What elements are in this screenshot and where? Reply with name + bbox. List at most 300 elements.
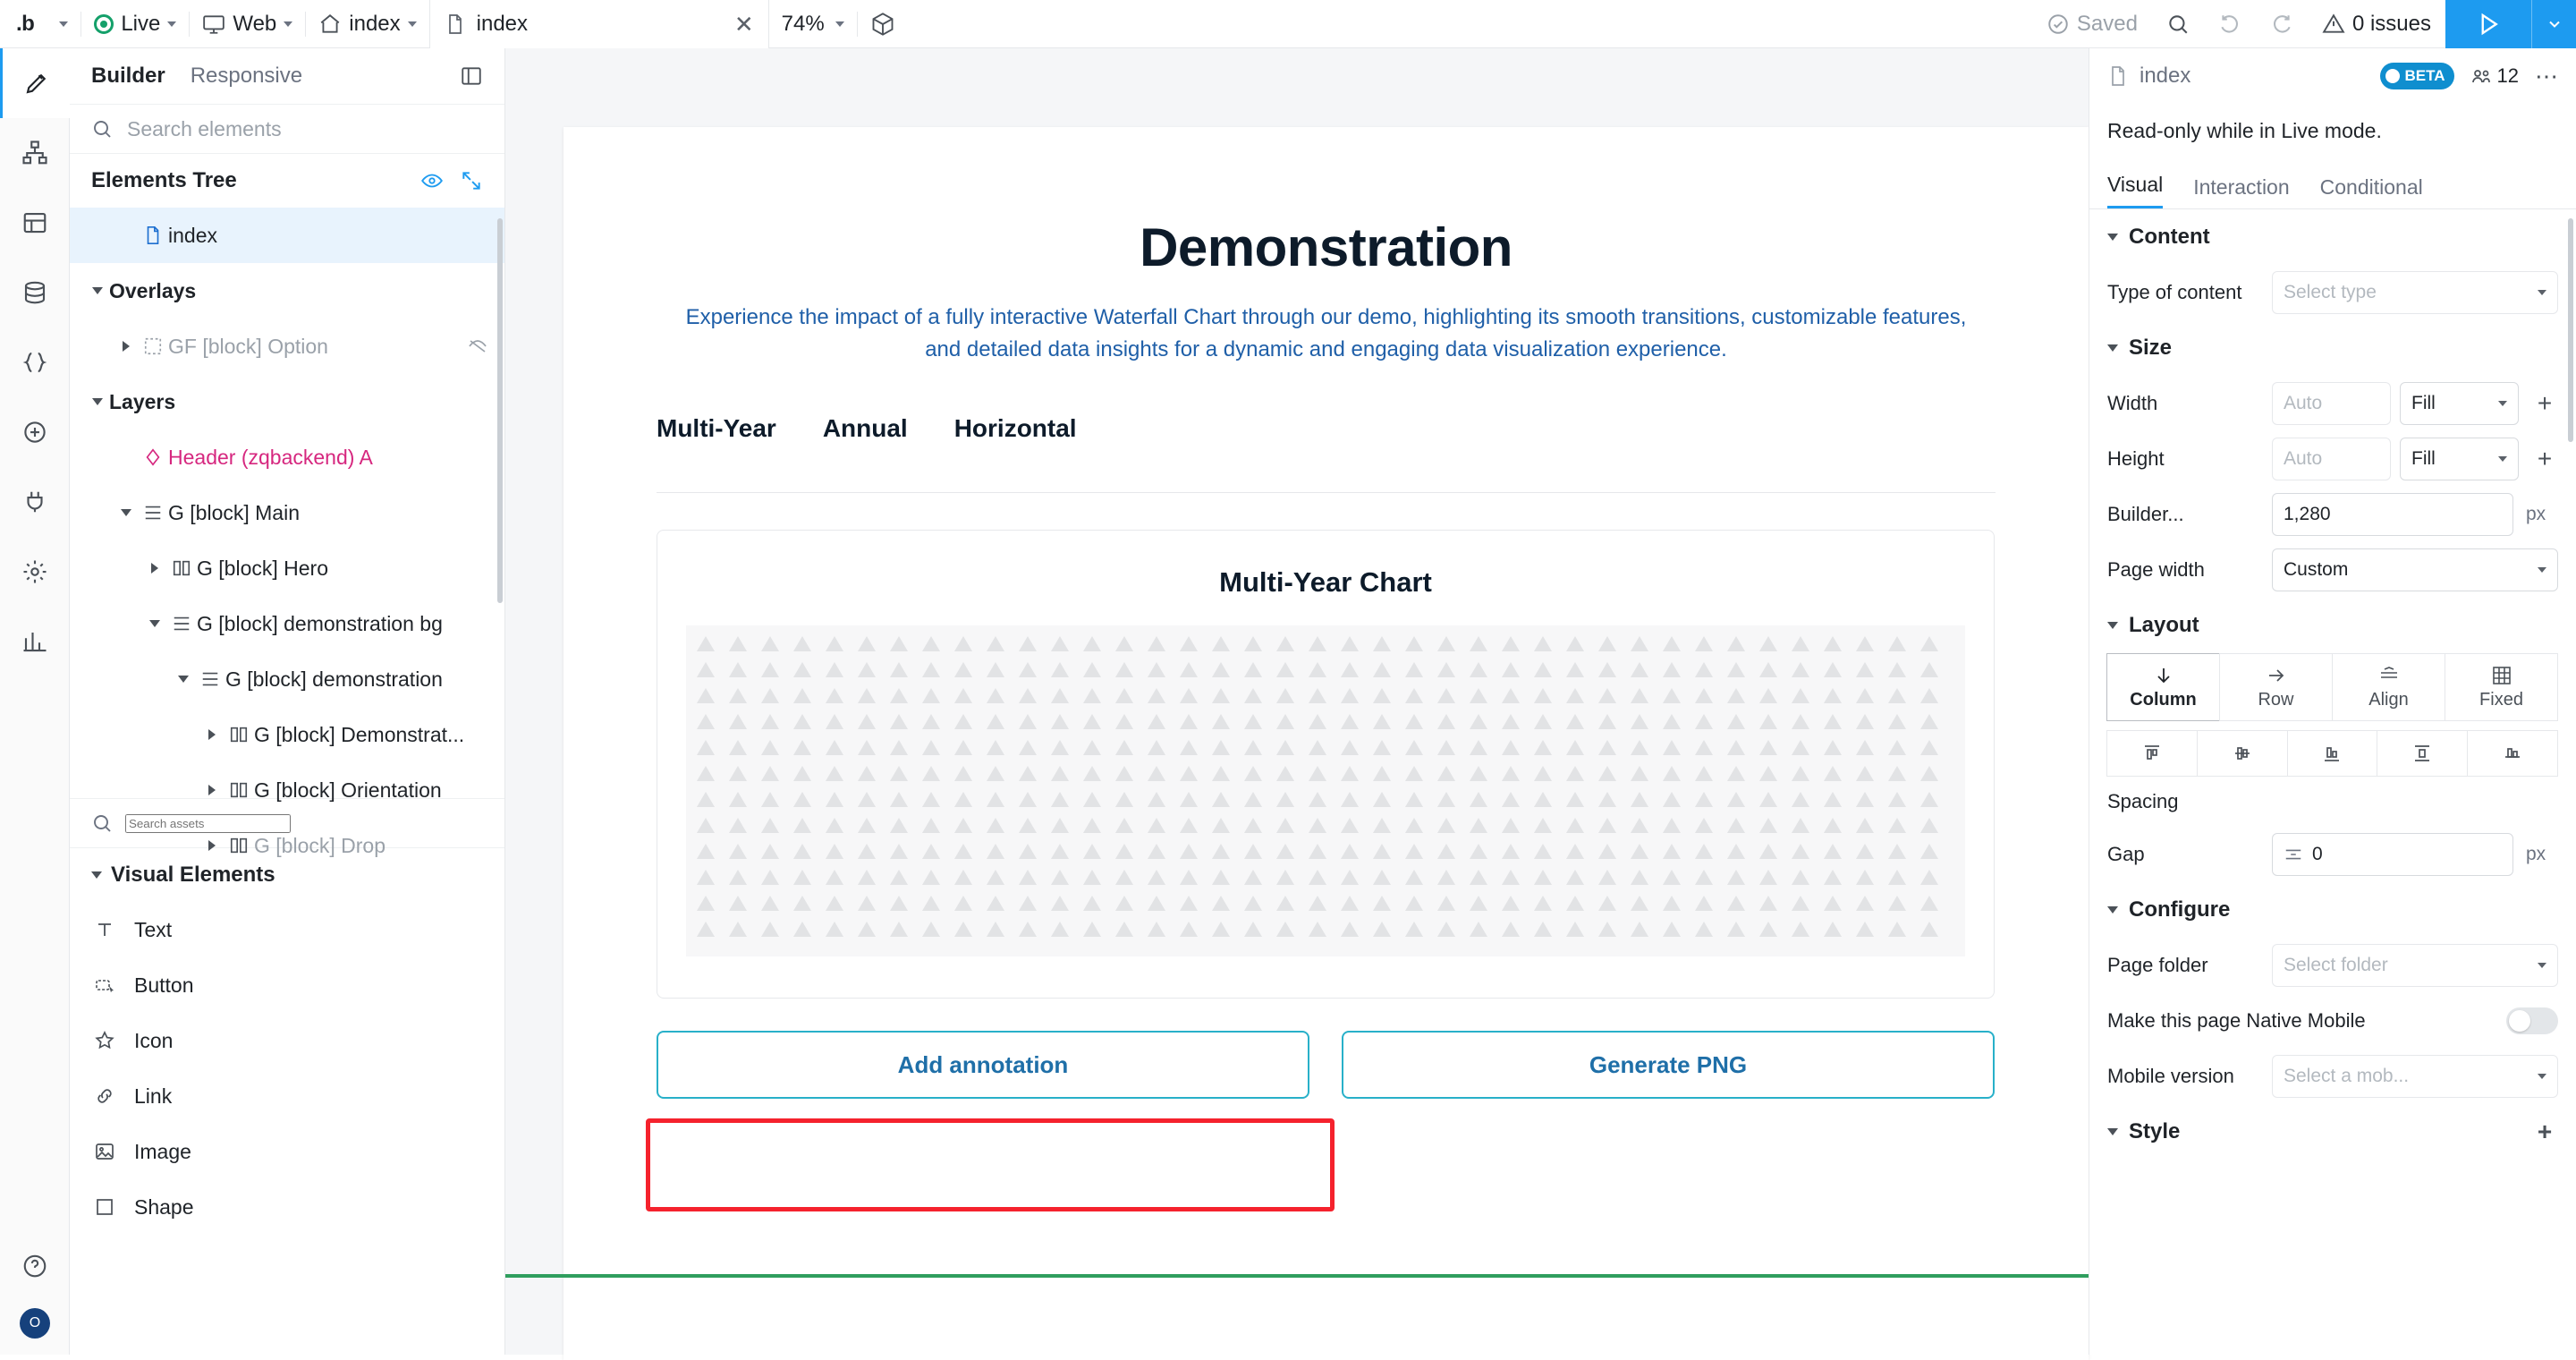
- triangle-placeholder-icon: [1817, 838, 1849, 864]
- triangle-placeholder-icon: [1591, 709, 1623, 735]
- triangle-placeholder-icon: [1430, 631, 1462, 657]
- preview-options-button[interactable]: [2531, 0, 2576, 48]
- page-width-value: Custom: [2284, 559, 2349, 580]
- triangle-placeholder-icon: [979, 709, 1012, 735]
- home-page-selector[interactable]: [306, 0, 428, 48]
- tab-annual[interactable]: Annual: [822, 414, 908, 442]
- triangle-placeholder-icon: [1656, 890, 1688, 916]
- triangle-placeholder-icon: [1688, 657, 1720, 683]
- row-width: [2089, 376, 2576, 431]
- redo-icon: [2270, 13, 2293, 36]
- triangle-placeholder-icon: [818, 709, 851, 735]
- triangle-placeholder-icon: [1301, 786, 1334, 812]
- elements-tree[interactable]: [70, 208, 504, 857]
- page-width-select[interactable]: [2272, 548, 2558, 591]
- chevron-right-icon[interactable]: [200, 840, 224, 851]
- triangle-placeholder-icon: [883, 657, 915, 683]
- zoom-selector[interactable]: [769, 12, 857, 37]
- triangle-placeholder-icon: [947, 838, 979, 864]
- native-mobile-toggle[interactable]: [2506, 1007, 2558, 1034]
- triangle-placeholder-icon: [1140, 709, 1173, 735]
- triangle-placeholder-icon: [1881, 631, 1913, 657]
- triangle-placeholder-icon: [1398, 631, 1430, 657]
- triangle-placeholder-icon: [1366, 709, 1398, 735]
- triangle-placeholder-icon: [1173, 761, 1205, 786]
- help-button[interactable]: [0, 1231, 70, 1301]
- chevron-right-icon[interactable]: [143, 563, 166, 574]
- triangle-placeholder-icon: [1398, 786, 1430, 812]
- triangle-placeholder-icon: [722, 683, 754, 709]
- triangle-placeholder-icon: [1269, 709, 1301, 735]
- align-stretch-icon[interactable]: [2377, 730, 2468, 777]
- canvas-area[interactable]: [505, 48, 2089, 1355]
- triangle-placeholder-icon: [1237, 631, 1269, 657]
- triangle-placeholder-icon: [690, 631, 722, 657]
- add-annotation-button[interactable]: Add annotation: [657, 1031, 1309, 1099]
- triangle-placeholder-icon: [1012, 864, 1044, 890]
- tab-multi-year[interactable]: Multi-Year: [657, 414, 776, 442]
- triangle-placeholder-icon: [1334, 761, 1366, 786]
- triangle-placeholder-icon: [1269, 761, 1301, 786]
- chevron-down-icon[interactable]: [143, 620, 166, 627]
- triangle-placeholder-icon: [1559, 812, 1591, 838]
- triangle-placeholder-icon: [786, 890, 818, 916]
- triangle-placeholder-icon: [1752, 864, 1784, 890]
- triangle-placeholder-icon: [1398, 657, 1430, 683]
- group-dashed-icon: [138, 336, 168, 356]
- gap-label: Gap: [2107, 843, 2145, 865]
- rail-item-plugins[interactable]: [0, 467, 70, 537]
- rail-item-sitemap[interactable]: [0, 118, 70, 188]
- align-middle-icon[interactable]: [2197, 730, 2288, 777]
- triangle-placeholder-icon: [1012, 890, 1044, 916]
- triangle-placeholder-icon: [1495, 709, 1527, 735]
- app-logo[interactable]: .b: [16, 11, 35, 36]
- triangle-placeholder-icon: [1495, 864, 1527, 890]
- text-icon: [91, 919, 118, 940]
- triangle-placeholder-icon: [1076, 683, 1108, 709]
- builder-width-input[interactable]: [2272, 493, 2513, 536]
- triangle-placeholder-icon: [1462, 683, 1495, 709]
- tab-visual[interactable]: Visual: [2107, 173, 2163, 208]
- section-size-header[interactable]: [2089, 320, 2576, 376]
- triangle-placeholder-icon: [1140, 864, 1173, 890]
- row-page-width: [2089, 542, 2576, 598]
- triangle-placeholder-icon: [851, 683, 883, 709]
- triangle-placeholder-icon: [1044, 631, 1076, 657]
- triangle-placeholder-icon: [1591, 683, 1623, 709]
- triangle-placeholder-icon: [1044, 916, 1076, 942]
- triangle-placeholder-icon: [690, 864, 722, 890]
- section-layout-title: Layout: [2129, 613, 2199, 637]
- rail-item-settings[interactable]: [0, 537, 70, 607]
- triangle-placeholder-icon: [1334, 812, 1366, 838]
- visual-element-link[interactable]: [70, 1068, 504, 1124]
- chevron-right-icon[interactable]: [114, 341, 138, 352]
- triangle-placeholder-icon: [1398, 916, 1430, 942]
- triangle-placeholder-icon: [1881, 761, 1913, 786]
- triangle-placeholder-icon: [1495, 657, 1527, 683]
- panel-toggle-icon[interactable]: [460, 64, 483, 88]
- tree-row[interactable]: [70, 319, 504, 374]
- builder-width-unit: px: [2526, 504, 2546, 524]
- triangle-placeholder-icon: [1173, 916, 1205, 942]
- triangle-placeholder-icon: [1462, 735, 1495, 761]
- section-configure-header[interactable]: [2089, 882, 2576, 938]
- left-panel: [70, 48, 505, 1355]
- layout-mode-group: [2089, 653, 2576, 721]
- triangle-placeholder-icon: [1269, 683, 1301, 709]
- collaborator-count: 12: [2496, 64, 2519, 87]
- page-preview[interactable]: [564, 127, 2089, 1360]
- triangle-placeholder-icon: [915, 709, 947, 735]
- drop-indicator: [505, 1274, 2089, 1278]
- triangle-placeholder-icon: [1495, 812, 1527, 838]
- triangle-placeholder-icon: [1913, 864, 1945, 890]
- chevron-right-icon[interactable]: [200, 729, 224, 740]
- live-mode-selector[interactable]: [81, 0, 189, 48]
- triangle-placeholder-icon: [883, 890, 915, 916]
- triangle-placeholder-icon: [1559, 786, 1591, 812]
- triangle-placeholder-icon: [1881, 890, 1913, 916]
- expand-icon[interactable]: [460, 169, 483, 192]
- triangle-placeholder-icon: [1366, 735, 1398, 761]
- layout-mode-fixed-label: Fixed: [2479, 689, 2523, 710]
- triangle-placeholder-icon: [690, 657, 722, 683]
- chevron-down-icon: [2107, 622, 2118, 629]
- triangle-placeholder-icon: [1495, 735, 1527, 761]
- tree-row[interactable]: [70, 818, 504, 873]
- triangle-placeholder-icon: [1752, 631, 1784, 657]
- triangle-placeholder-icon: [1752, 657, 1784, 683]
- triangle-placeholder-icon: [1301, 890, 1334, 916]
- triangle-placeholder-icon: [1430, 864, 1462, 890]
- triangle-placeholder-icon: [1269, 786, 1301, 812]
- triangle-placeholder-icon: [1784, 786, 1817, 812]
- chevron-down-icon: [408, 21, 417, 27]
- visual-element-label: Icon: [134, 1028, 174, 1052]
- layout-mode-fixed[interactable]: [2445, 653, 2558, 721]
- preview-run-button[interactable]: [2445, 0, 2531, 48]
- height-mode-select[interactable]: [2400, 438, 2519, 480]
- height-input[interactable]: [2272, 438, 2391, 480]
- triangle-placeholder-icon: [1334, 786, 1366, 812]
- avatar[interactable]: O: [20, 1308, 50, 1339]
- triangle-placeholder-icon: [1012, 761, 1044, 786]
- gap-input[interactable]: [2272, 833, 2513, 876]
- triangle-placeholder-icon: [1784, 864, 1817, 890]
- triangle-placeholder-icon: [786, 735, 818, 761]
- triangle-placeholder-icon: [1173, 709, 1205, 735]
- triangle-placeholder-icon: [1913, 735, 1945, 761]
- components-button[interactable]: [858, 0, 908, 48]
- triangle-placeholder-icon: [1301, 631, 1334, 657]
- triangle-placeholder-icon: [1076, 709, 1108, 735]
- tab-conditional[interactable]: Conditional: [2319, 175, 2423, 199]
- triangle-placeholder-icon: [1430, 890, 1462, 916]
- rail-item-cms[interactable]: [0, 397, 70, 467]
- triangle-placeholder-icon: [1623, 761, 1656, 786]
- platform-selector[interactable]: [190, 0, 305, 48]
- issues-button[interactable]: [2308, 0, 2445, 48]
- triangle-placeholder-icon: [1398, 683, 1430, 709]
- triangle-placeholder-icon: [1752, 812, 1784, 838]
- triangle-placeholder-icon: [947, 890, 979, 916]
- mobile-version-select[interactable]: [2272, 1055, 2558, 1098]
- triangle-placeholder-icon: [1591, 657, 1623, 683]
- triangle-placeholder-icon: [1495, 916, 1527, 942]
- search-input[interactable]: [125, 116, 483, 142]
- columns-icon: [224, 725, 254, 744]
- add-width-breakpoint-button[interactable]: +: [2537, 389, 2553, 417]
- triangle-placeholder-icon: [690, 916, 722, 942]
- add-height-breakpoint-button[interactable]: +: [2537, 445, 2553, 472]
- triangle-placeholder-icon: [690, 683, 722, 709]
- link-icon: [91, 1085, 118, 1107]
- triangle-placeholder-icon: [883, 786, 915, 812]
- visual-element-text[interactable]: [70, 902, 504, 957]
- triangle-placeholder-icon: [1817, 683, 1849, 709]
- triangle-placeholder-icon: [1140, 812, 1173, 838]
- layout-mode-align-label: Align: [2368, 689, 2409, 710]
- triangle-placeholder-icon: [1140, 761, 1173, 786]
- triangle-placeholder-icon: [1012, 812, 1044, 838]
- rail-item-database[interactable]: [0, 258, 70, 327]
- search-button[interactable]: [2152, 0, 2204, 48]
- triangle-placeholder-icon: [979, 916, 1012, 942]
- triangle-placeholder-icon: [1237, 761, 1269, 786]
- triangle-placeholder-icon: [1366, 838, 1398, 864]
- tree-row[interactable]: [70, 374, 504, 429]
- tree-row[interactable]: [70, 485, 504, 540]
- stack-icon: [166, 614, 197, 633]
- triangle-placeholder-icon: [979, 890, 1012, 916]
- tree-row[interactable]: [70, 762, 504, 818]
- tree-row-label: G [block] demonstration bg: [197, 611, 443, 635]
- tree-row[interactable]: [70, 429, 504, 485]
- triangle-placeholder-icon: [1398, 890, 1430, 916]
- triangle-placeholder-icon: [1623, 631, 1656, 657]
- layout-mode-column[interactable]: [2106, 653, 2220, 721]
- chevron-down-icon[interactable]: [172, 676, 195, 683]
- triangle-placeholder-icon: [883, 631, 915, 657]
- tree-row-label: G [block] Hero: [197, 556, 328, 580]
- triangle-placeholder-icon: [1591, 838, 1623, 864]
- tab-horizontal[interactable]: Horizontal: [953, 414, 1077, 442]
- rail-item-analytics[interactable]: [0, 607, 70, 676]
- star-icon: [91, 1030, 118, 1051]
- triangle-placeholder-icon: [1720, 786, 1752, 812]
- builder-width-value: 1,280: [2284, 504, 2331, 524]
- triangle-placeholder-icon: [1334, 890, 1366, 916]
- triangle-placeholder-icon: [915, 735, 947, 761]
- triangle-placeholder-icon: [1366, 631, 1398, 657]
- triangle-placeholder-icon: [1076, 786, 1108, 812]
- undo-button[interactable]: [2204, 0, 2256, 48]
- triangle-placeholder-icon: [1720, 735, 1752, 761]
- triangle-placeholder-icon: [818, 683, 851, 709]
- help-circle-icon: [21, 1253, 48, 1279]
- align-bottom-icon[interactable]: [2287, 730, 2378, 777]
- visual-element-icon[interactable]: [70, 1013, 504, 1068]
- triangle-placeholder-icon: [1720, 683, 1752, 709]
- align-top-icon[interactable]: [2106, 730, 2198, 777]
- add-style-button[interactable]: +: [2537, 1118, 2553, 1145]
- triangle-placeholder-icon: [1623, 735, 1656, 761]
- triangle-placeholder-icon: [690, 786, 722, 812]
- triangle-placeholder-icon: [1527, 631, 1559, 657]
- tree-row[interactable]: [70, 208, 504, 263]
- code-braces-icon: [21, 349, 48, 376]
- triangle-placeholder-icon: [1817, 735, 1849, 761]
- rail-item-code[interactable]: [0, 327, 70, 397]
- layout-icon: [21, 209, 48, 236]
- triangle-placeholder-icon: [1044, 709, 1076, 735]
- triangle-placeholder-icon: [1430, 657, 1462, 683]
- triangle-placeholder-icon: [1784, 709, 1817, 735]
- triangle-placeholder-icon: [851, 864, 883, 890]
- height-mode-value: Fill: [2411, 448, 2436, 469]
- tree-scrollbar[interactable]: [497, 218, 503, 603]
- section-style-header[interactable]: [2089, 1104, 2576, 1160]
- chevron-down-icon[interactable]: [86, 398, 109, 405]
- tab-responsive[interactable]: Responsive: [190, 64, 303, 88]
- rail-item-layout[interactable]: [0, 188, 70, 258]
- triangle-placeholder-icon: [851, 761, 883, 786]
- chevron-down-icon: [59, 21, 68, 27]
- triangle-placeholder-icon: [1752, 916, 1784, 942]
- width-mode-select[interactable]: [2400, 382, 2519, 425]
- rail-item-pen-tool[interactable]: [0, 48, 70, 118]
- visual-element-image[interactable]: [70, 1124, 504, 1179]
- hidden-eye-icon[interactable]: [467, 336, 488, 357]
- triangle-placeholder-icon: [1108, 864, 1140, 890]
- redo-button[interactable]: [2256, 0, 2308, 48]
- logo-dropdown[interactable]: [47, 0, 80, 48]
- chevron-down-icon[interactable]: [114, 509, 138, 516]
- tree-row[interactable]: [70, 540, 504, 596]
- width-value: Auto: [2284, 393, 2323, 413]
- triangle-placeholder-icon: [1784, 838, 1817, 864]
- sitemap-icon: [21, 140, 48, 166]
- triangle-placeholder-icon: [1527, 657, 1559, 683]
- triangle-placeholder-icon: [1913, 657, 1945, 683]
- right-panel-scrollbar[interactable]: [2568, 218, 2573, 442]
- width-input[interactable]: [2272, 382, 2391, 425]
- triangle-placeholder-icon: [1301, 657, 1334, 683]
- triangle-placeholder-icon: [1205, 631, 1237, 657]
- chevron-down-icon[interactable]: [86, 287, 109, 294]
- tree-row[interactable]: [70, 707, 504, 762]
- triangle-placeholder-icon: [754, 735, 786, 761]
- tab-interaction[interactable]: Interaction: [2193, 175, 2290, 199]
- triangle-placeholder-icon: [979, 761, 1012, 786]
- triangle-placeholder-icon: [1495, 890, 1527, 916]
- section-layout-header[interactable]: [2089, 598, 2576, 653]
- top-bar-right: [2032, 0, 2576, 48]
- triangle-placeholder-icon: [1173, 838, 1205, 864]
- page-folder-select[interactable]: [2272, 944, 2558, 987]
- triangle-placeholder-icon: [1849, 631, 1881, 657]
- triangle-placeholder-icon: [947, 786, 979, 812]
- triangle-placeholder-icon: [1237, 683, 1269, 709]
- triangle-placeholder-icon: [1140, 786, 1173, 812]
- triangle-placeholder-icon: [1301, 838, 1334, 864]
- triangle-placeholder-icon: [947, 709, 979, 735]
- editor-tab-index[interactable]: [429, 0, 769, 48]
- beta-toggle[interactable]: [2380, 63, 2454, 89]
- visual-element-button[interactable]: [70, 957, 504, 1013]
- chevron-down-icon: [167, 21, 176, 27]
- triangle-placeholder-icon: [722, 657, 754, 683]
- visual-element-shape[interactable]: [70, 1179, 504, 1235]
- chevron-down-icon: [2546, 15, 2563, 33]
- page-name: index: [2140, 64, 2191, 88]
- align-baseline-icon[interactable]: [2467, 730, 2558, 777]
- chart-placeholder[interactable]: [686, 625, 1965, 956]
- triangle-placeholder-icon: [1913, 683, 1945, 709]
- close-icon[interactable]: ✕: [733, 10, 754, 38]
- chevron-down-icon: [2498, 401, 2507, 406]
- triangle-placeholder-icon: [915, 890, 947, 916]
- type-of-content-select[interactable]: [2272, 271, 2558, 314]
- tree-row[interactable]: [70, 651, 504, 707]
- triangle-placeholder-icon: [1752, 786, 1784, 812]
- live-label: Live: [121, 11, 161, 36]
- tree-row[interactable]: [70, 596, 504, 651]
- triangle-placeholder-icon: [1012, 683, 1044, 709]
- triangle-placeholder-icon: [1623, 916, 1656, 942]
- collaborators[interactable]: [2470, 64, 2519, 88]
- triangle-placeholder-icon: [883, 735, 915, 761]
- mobile-version-value: Select a mob...: [2284, 1066, 2410, 1086]
- triangle-placeholder-icon: [1688, 761, 1720, 786]
- generate-png-button[interactable]: Generate PNG: [1342, 1031, 1995, 1099]
- triangle-placeholder-icon: [1205, 864, 1237, 890]
- triangle-placeholder-icon: [818, 735, 851, 761]
- triangle-placeholder-icon: [1237, 890, 1269, 916]
- triangle-placeholder-icon: [1430, 683, 1462, 709]
- triangle-placeholder-icon: [1334, 916, 1366, 942]
- layout-mode-row[interactable]: [2219, 653, 2333, 721]
- more-horizontal-icon[interactable]: ⋯: [2535, 63, 2558, 89]
- image-icon: [91, 1141, 118, 1162]
- triangle-placeholder-icon: [1173, 735, 1205, 761]
- triangle-placeholder-icon: [1656, 709, 1688, 735]
- triangle-placeholder-icon: [1784, 657, 1817, 683]
- triangle-placeholder-icon: [722, 735, 754, 761]
- triangle-placeholder-icon: [1881, 657, 1913, 683]
- database-icon: [21, 279, 48, 306]
- triangle-placeholder-icon: [754, 709, 786, 735]
- type-of-content-value: Select type: [2284, 282, 2377, 302]
- tab-builder[interactable]: Builder: [91, 64, 165, 88]
- triangle-placeholder-icon: [1108, 838, 1140, 864]
- stack-icon: [138, 503, 168, 523]
- action-buttons-row: [657, 1031, 1995, 1099]
- triangle-placeholder-icon: [1849, 786, 1881, 812]
- layout-mode-align[interactable]: [2332, 653, 2445, 721]
- eye-icon[interactable]: [420, 169, 444, 192]
- triangle-placeholder-icon: [754, 890, 786, 916]
- section-content-header[interactable]: [2089, 209, 2576, 265]
- tree-row-label: Overlays: [109, 278, 197, 302]
- tree-row[interactable]: [70, 263, 504, 319]
- chevron-right-icon[interactable]: [200, 785, 224, 795]
- triangle-placeholder-icon: [1012, 709, 1044, 735]
- triangle-placeholder-icon: [1559, 631, 1591, 657]
- search-elements-row[interactable]: [70, 104, 504, 154]
